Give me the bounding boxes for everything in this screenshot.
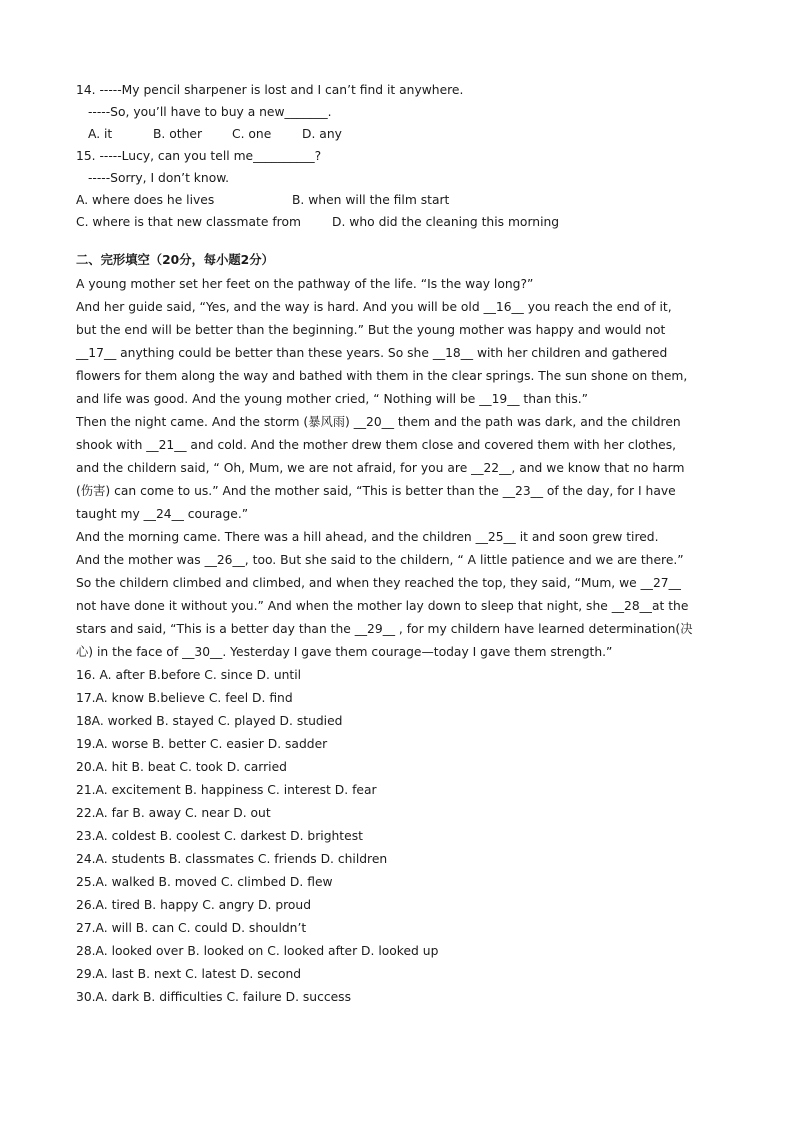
option-row-24: 24.A. students B. classmates C. friends D. children xyxy=(76,852,388,866)
option-row-28: 28.A. looked over B. looked on C. looked after D. looked up xyxy=(76,944,439,958)
option-row-23: 23.A. coldest B. coolest C. darkest D. brightest xyxy=(76,829,363,843)
passage-line: 心) in the face of __30__. Yesterday I gave them courage—today I gave them strength.” xyxy=(76,645,613,659)
option-row-17: 17.A. know B.believe C. feel D. find xyxy=(76,691,293,705)
option-row-16: 16. A. after B.before C. since D. until xyxy=(76,668,302,682)
passage-line: __17__ anything could be better than these years. So she __18__ with her children and gathered xyxy=(76,346,668,360)
section-heading: 二、完形填空（20分，每小题2分） xyxy=(76,253,274,267)
passage-line: and the childern said, “ Oh, Mum, we are not afraid, for you are __22__, and we know that no harm xyxy=(76,461,685,475)
option-row-22: 22.A. far B. away C. near D. out xyxy=(76,806,271,820)
option-row-20: 20.A. hit B. beat C. took D. carried xyxy=(76,760,287,774)
option-row-25: 25.A. walked B. moved C. climbed D. flew xyxy=(76,875,333,889)
q15-stem: 15. -----Lucy, can you tell me__________? xyxy=(76,149,322,163)
q14-option-d: D. any xyxy=(302,127,342,141)
passage-line: taught my __24__ courage.” xyxy=(76,507,249,521)
passage-line: (伤害) can come to us.” And the mother said, “This is better than the __23__ of the day, for I have xyxy=(76,484,676,498)
passage-line: stars and said, “This is a better day than the __29__ , for my childern have learned determination(决 xyxy=(76,622,693,636)
option-row-29: 29.A. last B. next C. latest D. second xyxy=(76,967,302,981)
passage-line: but the end will be better than the beginning.” But the young mother was happy and would not xyxy=(76,323,666,337)
option-row-19: 19.A. worse B. better C. easier D. sadder xyxy=(76,737,328,751)
option-row-26: 26.A. tired B. happy C. angry D. proud xyxy=(76,898,312,912)
option-row-27: 27.A. will B. can C. could D. shouldn’t xyxy=(76,921,307,935)
q15-option-d: D. who did the cleaning this morning xyxy=(332,215,560,229)
option-row-30: 30.A. dark B. difficulties C. failure D. success xyxy=(76,990,351,1004)
option-row-21: 21.A. excitement B. happiness C. interest D. fear xyxy=(76,783,377,797)
q14-reply: -----So, you’ll have to buy a new_______. xyxy=(88,105,332,119)
q15-reply: -----Sorry, I don’t know. xyxy=(88,171,230,185)
q15-option-b: B. when will the film start xyxy=(292,193,450,207)
passage-line: flowers for them along the way and bathed with them in the clear springs. The sun shone on them, xyxy=(76,369,688,383)
q14-option-c: C. one xyxy=(232,127,272,141)
passage-line: shook with __21__ and cold. And the mother drew them close and covered them with her clothes, xyxy=(76,438,677,452)
passage-line: And the morning came. There was a hill ahead, and the children __25__ it and soon grew tired. xyxy=(76,530,659,544)
q14-stem: 14. -----My pencil sharpener is lost and I can’t find it anywhere. xyxy=(76,83,464,97)
option-row-18: 18A. worked B. stayed C. played D. studied xyxy=(76,714,343,728)
passage-line: A young mother set her feet on the pathway of the life. “Is the way long?” xyxy=(76,277,534,291)
passage-line: and life was good. And the young mother cried, “ Nothing will be __19__ than this.” xyxy=(76,392,589,406)
passage-line: And her guide said, “Yes, and the way is hard. And you will be old __16__ you reach the end of it, xyxy=(76,300,672,314)
q14-option-a: A. it xyxy=(88,127,113,141)
q15-option-c: C. where is that new classmate from xyxy=(76,215,301,229)
passage-line: not have done it without you.” And when the mother lay down to sleep that night, she __28__at the xyxy=(76,599,689,613)
passage-line: Then the night came. And the storm (暴风雨) __20__ them and the path was dark, and the children xyxy=(76,415,681,429)
q15-option-a: A. where does he lives xyxy=(76,193,215,207)
passage-line: And the mother was __26__, too. But she said to the childern, “ A little patience and we are there.” xyxy=(76,553,684,567)
q14-option-b: B. other xyxy=(153,127,203,141)
passage-line: So the childern climbed and climbed, and when they reached the top, they said, “Mum, we __27__ xyxy=(76,576,681,590)
